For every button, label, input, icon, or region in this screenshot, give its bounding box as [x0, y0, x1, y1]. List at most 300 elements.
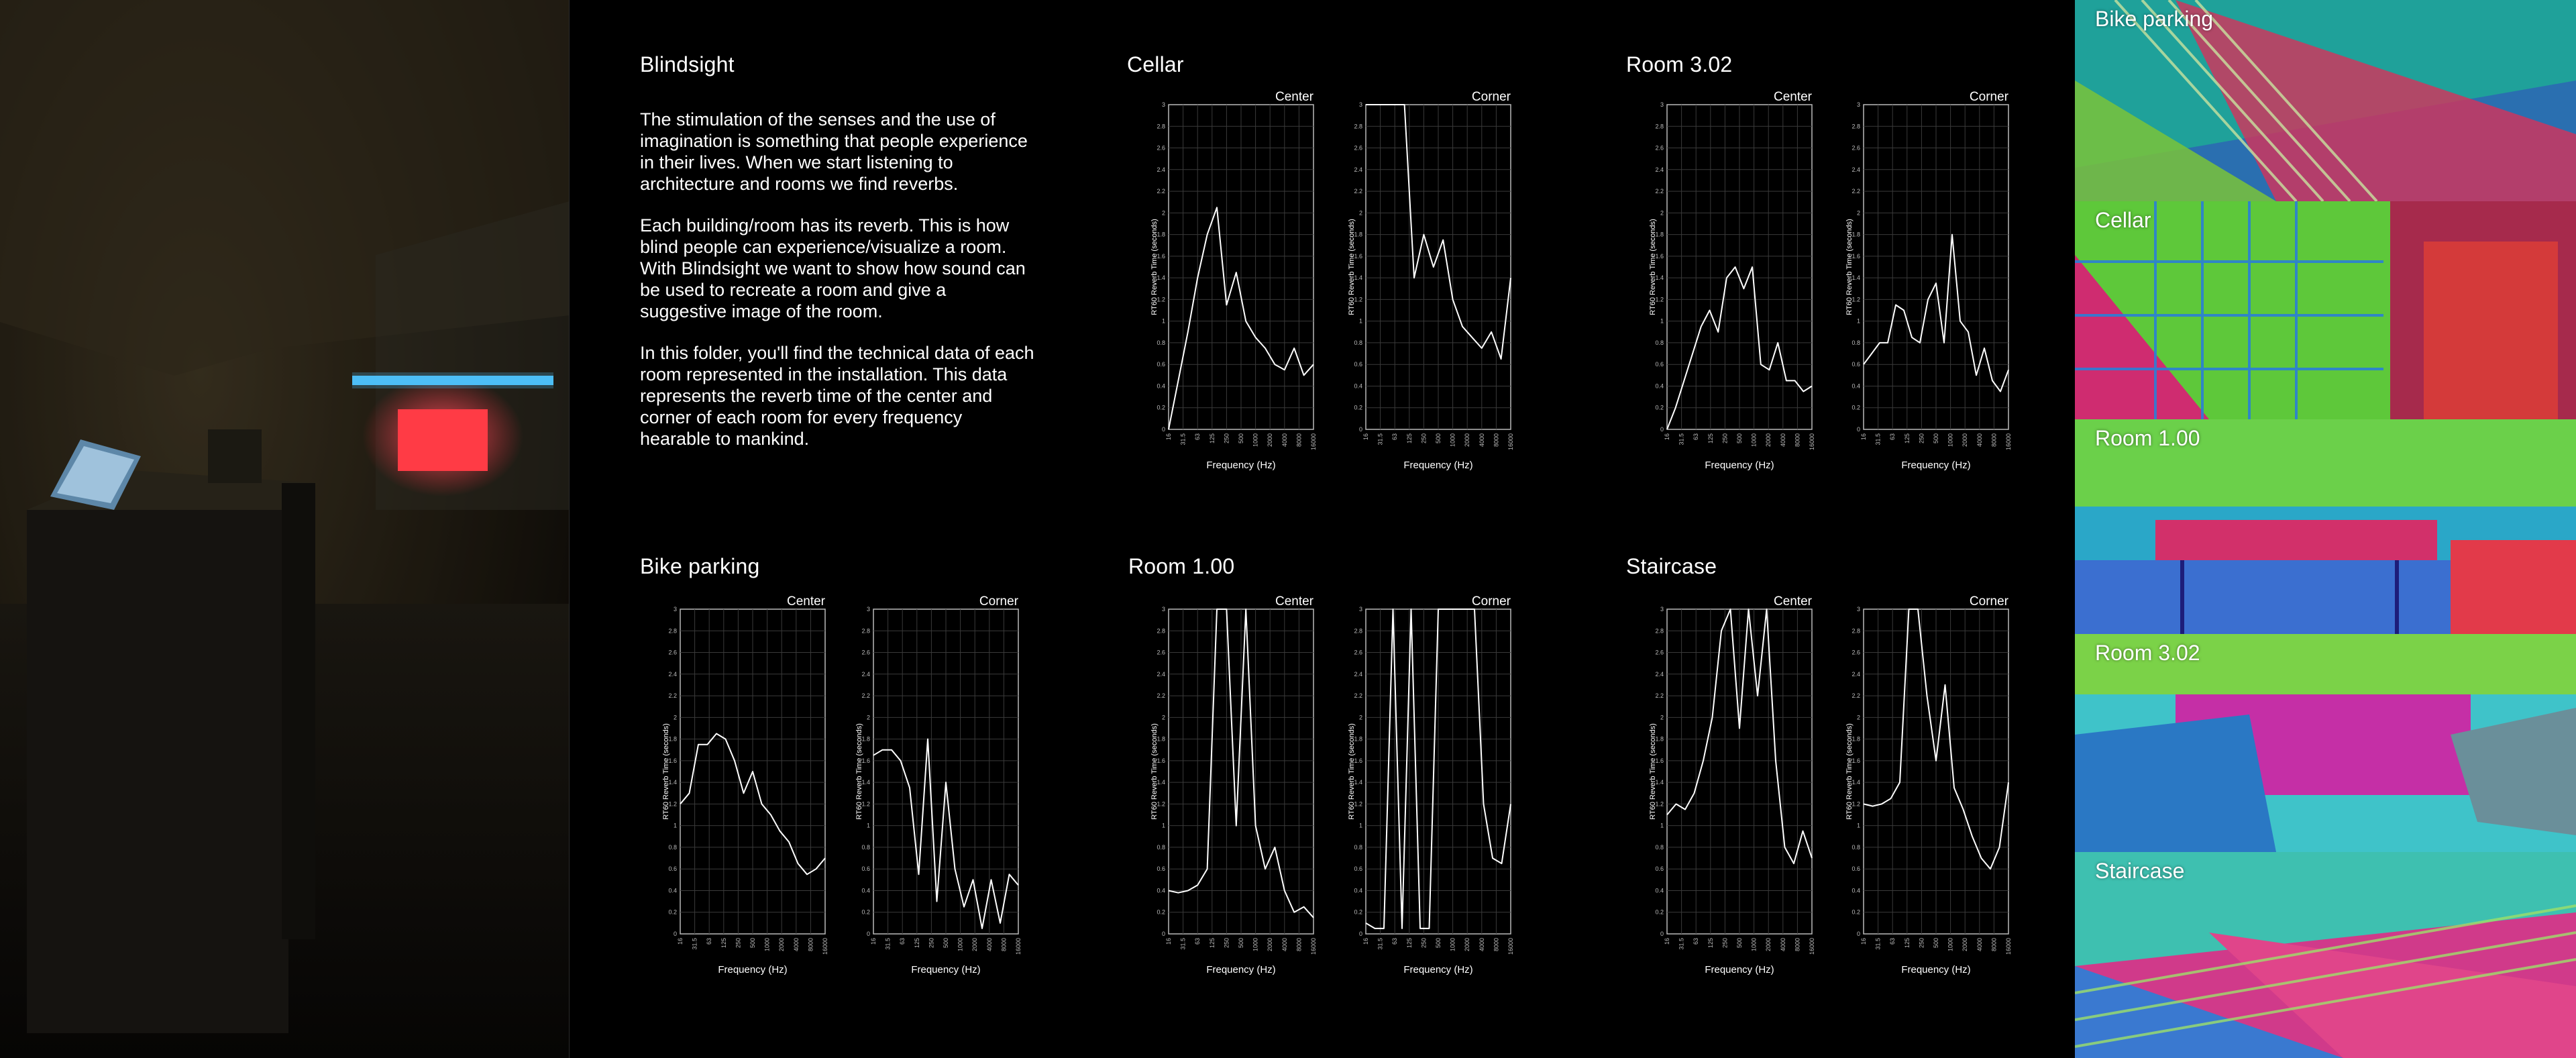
chart-svg [1843, 593, 2011, 1002]
x-tick-label: 125 [1903, 938, 1911, 949]
y-tick-label: 0.6 [1354, 865, 1362, 873]
x-axis-label: Frequency (Hz) [1403, 964, 1473, 975]
y-tick-label: 0.8 [1655, 843, 1664, 851]
x-tick-label: 500 [1933, 938, 1939, 949]
y-tick-label: 0.4 [1354, 887, 1362, 894]
y-tick-label: 2.2 [1851, 692, 1860, 700]
y-tick-label: 2.8 [1851, 123, 1860, 130]
room-title-room-302: Room 3.02 [1626, 52, 1733, 76]
x-tick-label: 2000 [1464, 433, 1471, 447]
y-tick-label: 1 [1856, 822, 1860, 829]
y-axis-label: RT60 Reverb Time (seconds) [1348, 723, 1356, 820]
y-tick-label: 1.4 [1851, 779, 1860, 786]
y-tick-label: 1 [1161, 317, 1165, 325]
y-tick-label: 1.2 [1354, 296, 1362, 303]
y-tick-label: 2.6 [1655, 144, 1664, 152]
x-tick-label: 16000 [1507, 938, 1514, 955]
x-tick-label: 1000 [1449, 938, 1456, 952]
x-tick-label: 8000 [1990, 938, 1998, 952]
y-tick-label: 3 [1660, 606, 1664, 613]
x-tick-label: 8000 [1794, 433, 1801, 447]
y-tick-label: 0.8 [668, 843, 677, 851]
reverb-chart [1843, 89, 2011, 501]
x-tick-label: 4000 [1779, 433, 1786, 447]
x-tick-label: 250 [1223, 433, 1230, 444]
x-tick-label: 63 [1391, 938, 1399, 945]
x-tick-label: 16 [1165, 433, 1172, 441]
y-axis-label: RT60 Reverb Time (seconds) [1649, 219, 1657, 315]
y-tick-label: 1 [673, 822, 677, 829]
y-tick-label: 2.8 [1157, 123, 1165, 130]
x-tick-label: 125 [720, 938, 727, 949]
y-tick-label: 1.8 [1354, 231, 1362, 238]
y-tick-label: 1 [1660, 317, 1664, 325]
y-tick-label: 2 [1660, 714, 1664, 721]
x-tick-label: 4000 [792, 938, 800, 952]
y-tick-label: 0.8 [1851, 339, 1860, 346]
y-tick-label: 1.6 [1851, 252, 1860, 260]
x-tick-label: 16000 [1015, 938, 1022, 955]
y-tick-label: 2.4 [1851, 166, 1860, 173]
tile-bike-parking[interactable] [2075, 0, 2576, 201]
x-tick-label: 250 [1223, 938, 1230, 949]
y-tick-label: 0.8 [1655, 339, 1664, 346]
reverb-chart [1148, 593, 1316, 1006]
x-tick-label: 31.5 [884, 938, 892, 950]
x-tick-label: 125 [1208, 938, 1216, 949]
y-tick-label: 2.8 [1354, 123, 1362, 130]
x-tick-label: 31.5 [1874, 938, 1882, 950]
x-tick-label: 16000 [2005, 938, 2012, 955]
x-tick-label: 500 [1238, 433, 1244, 444]
y-tick-label: 0.6 [1157, 361, 1165, 368]
y-tick-label: 3 [866, 606, 870, 613]
x-tick-label: 16 [677, 938, 684, 945]
y-tick-label: 3 [1161, 101, 1165, 108]
x-tick-label: 2000 [1267, 938, 1274, 952]
tile-room-302[interactable] [2075, 634, 2576, 852]
y-tick-label: 1.2 [1354, 800, 1362, 808]
y-tick-label: 0.4 [861, 887, 870, 894]
tile-image [2075, 419, 2576, 634]
y-tick-label: 0.8 [861, 843, 870, 851]
y-tick-label: 1.8 [1655, 231, 1664, 238]
x-tick-label: 31.5 [1678, 433, 1685, 445]
chart-svg [1346, 89, 1513, 498]
x-tick-label: 63 [1889, 938, 1896, 945]
y-tick-label: 2.4 [1354, 166, 1362, 173]
y-tick-label: 2.2 [1655, 692, 1664, 700]
chart-svg [660, 593, 828, 1002]
y-tick-label: 1.6 [1354, 252, 1362, 260]
y-tick-label: 1.4 [861, 779, 870, 786]
y-tick-label: 2.4 [668, 670, 677, 678]
y-tick-label: 2.2 [1157, 188, 1165, 195]
y-tick-label: 2 [866, 714, 870, 721]
y-tick-label: 1.8 [1157, 735, 1165, 743]
tile-image [2075, 201, 2576, 419]
y-tick-label: 1 [1660, 822, 1664, 829]
y-tick-label: 0.2 [668, 908, 677, 916]
y-tick-label: 3 [1358, 606, 1362, 613]
x-tick-label: 4000 [985, 938, 993, 952]
y-tick-label: 2 [1856, 714, 1860, 721]
y-tick-label: 1.4 [1851, 274, 1860, 282]
page-title: Blindsight [640, 52, 735, 76]
y-tick-label: 3 [1660, 101, 1664, 108]
room-title-bike-parking: Bike parking [640, 554, 760, 578]
y-tick-label: 1.4 [1157, 274, 1165, 282]
x-tick-label: 125 [1405, 938, 1413, 949]
y-tick-label: 1.6 [1157, 252, 1165, 260]
y-axis-label: RT60 Reverb Time (seconds) [855, 723, 863, 820]
y-tick-label: 2.2 [1655, 188, 1664, 195]
y-tick-label: 1.4 [668, 779, 677, 786]
y-tick-label: 0.6 [1354, 361, 1362, 368]
x-tick-label: 250 [1721, 433, 1729, 444]
divider [569, 0, 570, 1058]
y-tick-label: 2.4 [1157, 670, 1165, 678]
x-tick-label: 2000 [1464, 938, 1471, 952]
x-tick-label: 250 [1420, 433, 1428, 444]
y-tick-label: 3 [1856, 606, 1860, 613]
x-tick-label: 1000 [1449, 433, 1456, 447]
x-tick-label: 500 [1933, 433, 1939, 444]
y-tick-label: 1.2 [1851, 800, 1860, 808]
x-tick-label: 63 [1889, 433, 1896, 441]
y-tick-label: 1.6 [1851, 757, 1860, 764]
x-tick-label: 125 [913, 938, 920, 949]
y-tick-label: 1 [1358, 822, 1362, 829]
x-tick-label: 16 [1362, 433, 1369, 441]
y-tick-label: 1 [866, 822, 870, 829]
y-tick-label: 2.6 [1655, 649, 1664, 656]
x-tick-label: 1000 [1750, 433, 1758, 447]
reverb-chart [1148, 89, 1316, 501]
reverb-chart [660, 593, 828, 1006]
x-tick-label: 250 [928, 938, 935, 949]
x-tick-label: 8000 [1493, 433, 1500, 447]
y-tick-label: 1.2 [1655, 800, 1664, 808]
y-tick-label: 0.4 [1157, 382, 1165, 390]
tile-label: Room 1.00 [2095, 426, 2200, 450]
intro-paragraph: The stimulation of the senses and the use of imagination is something that people experience in their lives. When we start listening to architecture and rooms we find reverbs. [640, 109, 1028, 194]
y-tick-label: 0 [1161, 931, 1165, 937]
x-tick-label: 8000 [1493, 938, 1500, 952]
x-tick-label: 63 [706, 938, 713, 945]
y-tick-label: 2.2 [861, 692, 870, 700]
y-tick-label: 0 [1856, 931, 1860, 937]
x-tick-label: 250 [735, 938, 742, 949]
x-tick-label: 8000 [1000, 938, 1008, 952]
y-axis-label: RT60 Reverb Time (seconds) [1845, 219, 1854, 315]
reverb-chart [1346, 593, 1513, 1006]
x-tick-label: 250 [1420, 938, 1428, 949]
x-tick-label: 250 [1721, 938, 1729, 949]
y-tick-label: 2 [1161, 714, 1165, 721]
chart-svg [1647, 89, 1815, 498]
x-tick-label: 2000 [778, 938, 786, 952]
tile-room-100[interactable] [2075, 419, 2576, 634]
y-tick-label: 0.4 [1655, 887, 1664, 894]
x-tick-label: 16 [1165, 938, 1172, 945]
y-tick-label: 2.8 [861, 627, 870, 635]
y-tick-label: 0.4 [1157, 887, 1165, 894]
x-tick-label: 500 [1435, 938, 1442, 949]
y-tick-label: 2.4 [1354, 670, 1362, 678]
x-tick-label: 125 [1707, 938, 1714, 949]
x-tick-label: 16000 [1507, 433, 1514, 451]
tile-label: Room 3.02 [2095, 641, 2200, 665]
y-tick-label: 0 [1660, 426, 1664, 433]
y-tick-label: 2 [1660, 209, 1664, 217]
y-tick-label: 0.8 [1851, 843, 1860, 851]
y-tick-label: 0.6 [1655, 865, 1664, 873]
y-tick-label: 1.4 [1354, 779, 1362, 786]
y-tick-label: 2.8 [1851, 627, 1860, 635]
chart-title: Corner [1969, 90, 2008, 104]
y-tick-label: 0.2 [1851, 404, 1860, 411]
x-tick-label: 1000 [1947, 433, 1954, 447]
y-tick-label: 2 [1358, 209, 1362, 217]
y-tick-label: 1.6 [861, 757, 870, 764]
y-tick-label: 1.4 [1655, 779, 1664, 786]
y-tick-label: 0.2 [1655, 908, 1664, 916]
x-tick-label: 63 [1194, 938, 1201, 945]
x-tick-label: 250 [1918, 433, 1925, 444]
x-tick-label: 8000 [1990, 433, 1998, 447]
x-tick-label: 125 [1208, 433, 1216, 444]
x-tick-label: 31.5 [1377, 433, 1384, 445]
y-tick-label: 2.6 [668, 649, 677, 656]
x-tick-label: 500 [1736, 433, 1743, 444]
x-tick-label: 1000 [1750, 938, 1758, 952]
x-tick-label: 4000 [1976, 433, 1983, 447]
tile-cellar[interactable] [2075, 201, 2576, 419]
x-tick-label: 8000 [1295, 938, 1303, 952]
y-tick-label: 2 [1358, 714, 1362, 721]
x-tick-label: 16 [1664, 433, 1670, 441]
chart-svg [1346, 593, 1513, 1002]
y-tick-label: 3 [1856, 101, 1860, 108]
y-axis-label: RT60 Reverb Time (seconds) [1150, 219, 1159, 315]
y-tick-label: 0.4 [1851, 382, 1860, 390]
y-tick-label: 0.2 [1851, 908, 1860, 916]
y-tick-label: 0 [1660, 931, 1664, 937]
x-tick-label: 500 [1736, 938, 1743, 949]
y-tick-label: 0.6 [861, 865, 870, 873]
x-tick-label: 63 [1194, 433, 1201, 441]
y-tick-label: 2.6 [861, 649, 870, 656]
x-tick-label: 63 [1391, 433, 1399, 441]
y-tick-label: 0.2 [1354, 908, 1362, 916]
y-tick-label: 0.2 [1655, 404, 1664, 411]
x-tick-label: 1000 [957, 938, 964, 952]
x-tick-label: 63 [899, 938, 906, 945]
y-tick-label: 1.4 [1655, 274, 1664, 282]
x-tick-label: 8000 [807, 938, 814, 952]
y-tick-label: 1 [1161, 822, 1165, 829]
y-tick-label: 3 [1161, 606, 1165, 613]
y-tick-label: 2.6 [1851, 144, 1860, 152]
x-tick-label: 2000 [1765, 938, 1772, 952]
y-tick-label: 0.4 [1851, 887, 1860, 894]
y-tick-label: 0 [673, 931, 677, 937]
y-tick-label: 3 [1358, 101, 1362, 108]
y-tick-label: 1.6 [668, 757, 677, 764]
reverb-chart [1843, 593, 2011, 1006]
x-tick-label: 500 [1435, 433, 1442, 444]
chart-title: Center [1773, 90, 1812, 104]
y-tick-label: 2.8 [1157, 627, 1165, 635]
y-tick-label: 2.4 [1655, 166, 1664, 173]
reverb-chart [1647, 593, 1815, 1006]
x-tick-label: 1000 [1252, 433, 1259, 447]
x-axis-label: Frequency (Hz) [718, 964, 788, 975]
x-tick-label: 16000 [1809, 433, 1815, 451]
x-tick-label: 16000 [2005, 433, 2012, 451]
installation-scene [0, 0, 570, 1058]
x-tick-label: 31.5 [1377, 938, 1384, 950]
x-tick-label: 500 [749, 938, 756, 949]
intro-paragraph: In this folder, you'll find the technical data of each room represented in the installation. This data represents the reverb time of the center and corner of each room for every frequency hearable to mankind. [640, 343, 1034, 449]
y-tick-label: 1.2 [861, 800, 870, 808]
y-tick-label: 1.8 [668, 735, 677, 743]
reverb-chart [853, 593, 1021, 1006]
y-tick-label: 2.4 [1157, 166, 1165, 173]
x-axis-label: Frequency (Hz) [1403, 460, 1473, 471]
x-tick-label: 31.5 [1179, 938, 1187, 950]
chart-title: Corner [1471, 594, 1511, 609]
chart-title: Center [1773, 594, 1812, 609]
x-tick-label: 2000 [1962, 938, 1969, 952]
y-tick-label: 1.2 [668, 800, 677, 808]
y-tick-label: 2 [1856, 209, 1860, 217]
x-axis-label: Frequency (Hz) [1705, 964, 1774, 975]
y-tick-label: 2 [1161, 209, 1165, 217]
y-tick-label: 0 [1358, 931, 1362, 937]
room-title-staircase: Staircase [1626, 554, 1717, 578]
x-tick-label: 16 [1664, 938, 1670, 945]
x-tick-label: 16 [1860, 938, 1867, 945]
x-tick-label: 250 [1918, 938, 1925, 949]
chart-title: Center [1275, 594, 1313, 609]
y-tick-label: 1.6 [1655, 252, 1664, 260]
y-tick-label: 1.8 [861, 735, 870, 743]
y-tick-label: 0.6 [1851, 865, 1860, 873]
y-tick-label: 3 [673, 606, 677, 613]
x-tick-label: 125 [1707, 433, 1714, 444]
x-tick-label: 1000 [1947, 938, 1954, 952]
y-tick-label: 2.6 [1354, 144, 1362, 152]
room-title-room-100: Room 1.00 [1128, 554, 1235, 578]
chart-svg [1148, 89, 1316, 498]
y-axis-label: RT60 Reverb Time (seconds) [1649, 723, 1657, 820]
chart-svg [1148, 593, 1316, 1002]
y-tick-label: 2.2 [1354, 692, 1362, 700]
y-tick-label: 2.6 [1851, 649, 1860, 656]
x-tick-label: 16000 [1310, 938, 1317, 955]
x-tick-label: 500 [943, 938, 949, 949]
x-tick-label: 16000 [822, 938, 828, 955]
x-tick-label: 16 [1362, 938, 1369, 945]
x-tick-label: 2000 [1962, 433, 1969, 447]
x-axis-label: Frequency (Hz) [1901, 460, 1971, 471]
y-tick-label: 1.8 [1851, 735, 1860, 743]
x-tick-label: 1000 [763, 938, 771, 952]
tile-label: Cellar [2095, 208, 2151, 232]
y-axis-label: RT60 Reverb Time (seconds) [1845, 723, 1854, 820]
x-axis-label: Frequency (Hz) [1206, 964, 1276, 975]
y-tick-label: 2.4 [1655, 670, 1664, 678]
y-tick-label: 2.2 [1354, 188, 1362, 195]
y-tick-label: 0.4 [1655, 382, 1664, 390]
y-tick-label: 1.8 [1655, 735, 1664, 743]
y-tick-label: 1.6 [1157, 757, 1165, 764]
y-tick-label: 0.2 [1157, 404, 1165, 411]
y-tick-label: 2.8 [668, 627, 677, 635]
y-tick-label: 0 [1161, 426, 1165, 433]
y-tick-label: 2.8 [1655, 123, 1664, 130]
y-tick-label: 2.8 [1354, 627, 1362, 635]
intro-text [640, 109, 1036, 470]
y-tick-label: 1.2 [1157, 296, 1165, 303]
x-tick-label: 16 [870, 938, 877, 945]
y-tick-label: 0 [1358, 426, 1362, 433]
y-tick-label: 0.6 [668, 865, 677, 873]
y-tick-label: 1.4 [1354, 274, 1362, 282]
chart-svg [853, 593, 1021, 1002]
x-tick-label: 4000 [1281, 938, 1288, 952]
x-axis-label: Frequency (Hz) [911, 964, 981, 975]
x-tick-label: 2000 [1267, 433, 1274, 447]
tile-staircase[interactable] [2075, 852, 2576, 1058]
y-tick-label: 2.6 [1157, 649, 1165, 656]
y-tick-label: 0.2 [1354, 404, 1362, 411]
x-tick-label: 4000 [1976, 938, 1983, 952]
y-tick-label: 1.2 [1157, 800, 1165, 808]
y-tick-label: 0 [866, 931, 870, 937]
y-tick-label: 1.4 [1157, 779, 1165, 786]
y-tick-label: 0.8 [1157, 339, 1165, 346]
y-tick-label: 0.8 [1354, 843, 1362, 851]
x-tick-label: 500 [1238, 938, 1244, 949]
y-tick-label: 2.6 [1157, 144, 1165, 152]
reverb-chart [1647, 89, 1815, 501]
x-tick-label: 31.5 [691, 938, 698, 950]
y-tick-label: 2.6 [1354, 649, 1362, 656]
x-tick-label: 8000 [1295, 433, 1303, 447]
x-tick-label: 1000 [1252, 938, 1259, 952]
x-tick-label: 8000 [1794, 938, 1801, 952]
y-tick-label: 2.4 [861, 670, 870, 678]
y-tick-label: 1 [1358, 317, 1362, 325]
y-tick-label: 1.6 [1354, 757, 1362, 764]
tile-image [2075, 634, 2576, 852]
y-tick-label: 1.8 [1851, 231, 1860, 238]
x-tick-label: 125 [1903, 433, 1911, 444]
x-tick-label: 31.5 [1678, 938, 1685, 950]
y-tick-label: 0.2 [861, 908, 870, 916]
room-image-strip [2075, 0, 2576, 1058]
y-tick-label: 1.2 [1851, 296, 1860, 303]
y-tick-label: 2.2 [668, 692, 677, 700]
y-tick-label: 0.6 [1157, 865, 1165, 873]
x-tick-label: 4000 [1281, 433, 1288, 447]
intro-paragraph: Each building/room has its reverb. This is how blind people can experience/visualize a room. With Blindsight we want to show how sound can be used to recreate a room and give a suggestive image of the room. [640, 215, 1026, 321]
chart-title: Corner [1471, 90, 1511, 104]
y-tick-label: 0.8 [1157, 843, 1165, 851]
